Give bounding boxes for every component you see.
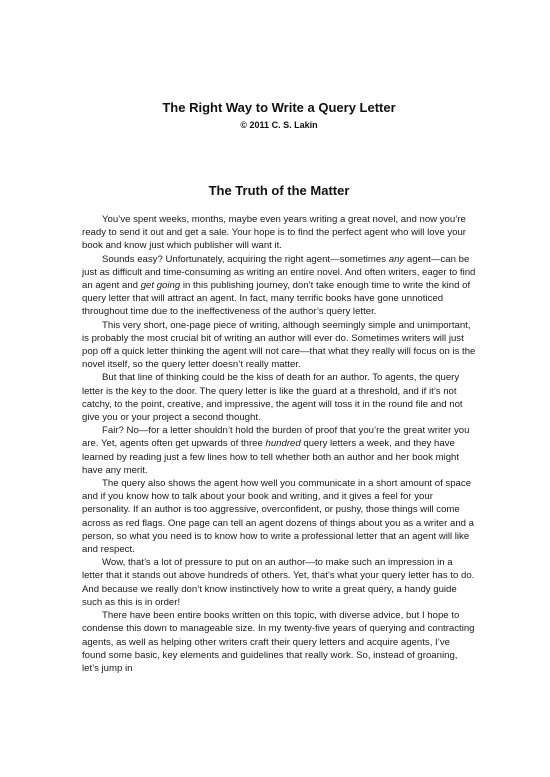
copyright-byline: © 2011 C. S. Lakin <box>240 120 318 130</box>
paragraph <box>82 609 476 675</box>
body-text <box>82 213 476 675</box>
paragraph-text: Wow, that’s a lot of pressure to put on an author—to make such an impression in a letter that it stands out above hundreds of others. Yet, that’s what your query letter has to do. And because we really don’t know instinctively how to write a great query, a handy guide such as this is in order! <box>82 557 475 608</box>
paragraph-text: agent—can be just as difficult and time-consuming as writing an entire novel. And often writers, eager to find an agent and <box>82 253 476 292</box>
paragraph-text: in this publishing journey, don’t take enough time to write the kind of query letter that will attract an agent. In fact, many terrific books have gone unnoticed throughout time due to the ineffectiveness of the author’s query letter. <box>82 280 471 318</box>
emphasis-text: hundred <box>265 438 301 450</box>
document-title: The Right Way to Write a Query Letter <box>162 100 396 115</box>
paragraph <box>82 371 476 424</box>
paragraph-text: query letters a week, and they have learned by reading just a few lines how to tell whether both an author and her book might have any merit. <box>82 438 460 476</box>
paragraph <box>82 319 476 372</box>
paragraph <box>82 556 476 609</box>
paragraph-text: You’ve spent weeks, months, maybe even years writing a great novel, and now you’re ready to send it out and get a sale. Your hope is to find the perfect agent who will love your book and know just which publisher will want it. <box>82 214 466 252</box>
emphasis-text: any <box>388 253 405 265</box>
paragraph <box>82 213 476 253</box>
paragraph <box>82 477 476 556</box>
paragraph-text: This very short, one-page piece of writing, although seemingly simple and unimportant, is probably the most crucial bit of writing an author will ever do. Sometimes writers will just pop off a quick letter thinking the agent will not care—that what they really will focus on is the novel itself, so the query letter doesn’t really matter. <box>82 319 476 371</box>
section-heading: The Truth of the Matter <box>208 183 350 198</box>
emphasis-text: get going <box>140 280 181 292</box>
paragraph <box>82 424 476 477</box>
paragraph-text: Sounds easy? Unfortunately, acquiring the right agent—sometimes <box>102 253 389 265</box>
paragraph <box>82 253 476 319</box>
paragraph-text: The query also shows the agent how well you communicate in a short amount of space and if you know how to talk about your book and writing, and it gives a feel for your personality. If an author is too aggressive, overconfident, or pushy, those things will come across as red flags. One page can tell an agent dozens of things about you as a writer and a person, so what you need is to know how to write a professional letter that an agent will like and respect. <box>82 478 474 556</box>
paragraph-text: But that line of thinking could be the kiss of death for an author. To agents, the query letter is the key to the door. The query letter is like the guard at a threshold, and if it’s not catchy, to the point, creative, and impressive, the agent will toss it in the round file and not give you or your project a second thought. <box>82 372 463 424</box>
paragraph-text: There have been entire books written on this topic, with diverse advice, but I hope to condense this down to manageable size. In my twenty-five years of querying and contracting agents, as well as helping other writers craft their query letters and acquire agents, I’ve found some basic, key elements and guidelines that really work. So, instead of groaning, let’s jump in <box>82 610 475 674</box>
paragraph-text: Fair? No—for a letter shouldn’t hold the burden of proof that you’re the great writer you are. Yet, agents often get upwards of three <box>82 425 470 450</box>
